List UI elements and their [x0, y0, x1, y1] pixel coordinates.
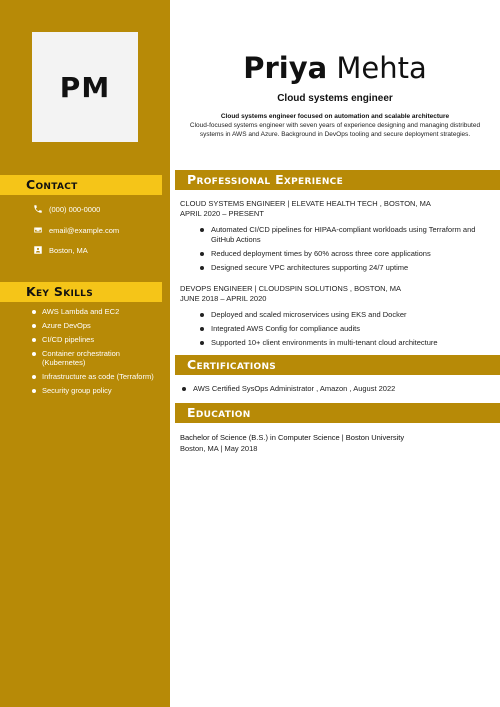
- degree-line: Bachelor of Science (B.S.) in Computer Science | Boston University: [180, 433, 405, 442]
- list-item: Automated CI/CD pipelines for HIPAA-compliant workloads using Terraform and GitHub Actions: [198, 225, 498, 245]
- contact-email: [32, 224, 119, 236]
- list-item: AWS Certified SysOps Administrator , Amazon , August 2022: [180, 384, 500, 394]
- list-item: Integrated AWS Config for compliance audits: [198, 324, 498, 334]
- skill-item: Azure DevOps: [30, 321, 160, 330]
- location-icon: [32, 244, 44, 256]
- candidate-name: [170, 50, 500, 86]
- certifications-heading: Certifications: [175, 355, 500, 375]
- skills-heading: Key Skills: [0, 282, 162, 302]
- skill-item: CI/CD pipelines: [30, 335, 160, 344]
- main-content: [170, 0, 500, 707]
- skill-item: Container orchestration (Kubernetes): [30, 349, 160, 367]
- first-name: Priya: [243, 51, 328, 85]
- list-item: Deployed and scaled microservices using EKS and Docker: [198, 310, 498, 320]
- skill-item: AWS Lambda and EC2: [30, 307, 160, 316]
- phone-icon: [32, 203, 44, 215]
- skills-list: [30, 307, 160, 400]
- job-title: Cloud systems engineer: [277, 93, 393, 104]
- job-dates: APRIL 2020 – PRESENT: [180, 209, 264, 218]
- education-detail: Boston, MA | May 2018: [180, 444, 258, 453]
- email-text[interactable]: email@example.com: [49, 225, 120, 235]
- skill-item: Infrastructure as code (Terraform): [30, 372, 160, 381]
- job-dates: JUNE 2018 – APRIL 2020: [180, 294, 267, 303]
- last-name: Mehta: [336, 51, 427, 85]
- initials-box: [32, 32, 138, 142]
- contact-location: [32, 244, 88, 256]
- contact-phone: [32, 203, 100, 215]
- list-item: Designed secure VPC architectures supporting 24/7 uptime: [198, 263, 498, 273]
- education-heading: Education: [175, 403, 500, 423]
- job-bullets: [198, 225, 498, 277]
- list-item: Supported 10+ client environments in multi-tenant cloud architecture: [198, 338, 498, 348]
- experience-heading: Professional Experience: [175, 170, 500, 190]
- sidebar: [0, 0, 170, 707]
- contact-heading: Contact: [0, 175, 162, 195]
- mail-icon: [32, 224, 44, 236]
- phone-text: (000) 000-0000: [49, 204, 101, 214]
- job-title-line: CLOUD SYSTEMS ENGINEER | ELEVATE HEALTH TECH , BOSTON, MA: [180, 199, 431, 208]
- certifications-list: [180, 384, 500, 394]
- initials: PM: [59, 70, 111, 104]
- job-title-line: DEVOPS ENGINEER | CLOUDSPIN SOLUTIONS , BOSTON, MA: [180, 284, 402, 293]
- list-item: Reduced deployment times by 60% across three core applications: [198, 249, 498, 259]
- summary-headline: Cloud systems engineer focused on automation and scalable architecture: [220, 113, 450, 120]
- location-text: Boston, MA: [49, 245, 88, 255]
- summary-text: Cloud-focused systems engineer with seven years of experience designing and managing distributed systems in AWS and Azure. Background in DevOps tooling and secure deployment strategies.: [189, 122, 481, 138]
- job-bullets: [198, 310, 498, 352]
- skill-item: Security group policy: [30, 386, 160, 395]
